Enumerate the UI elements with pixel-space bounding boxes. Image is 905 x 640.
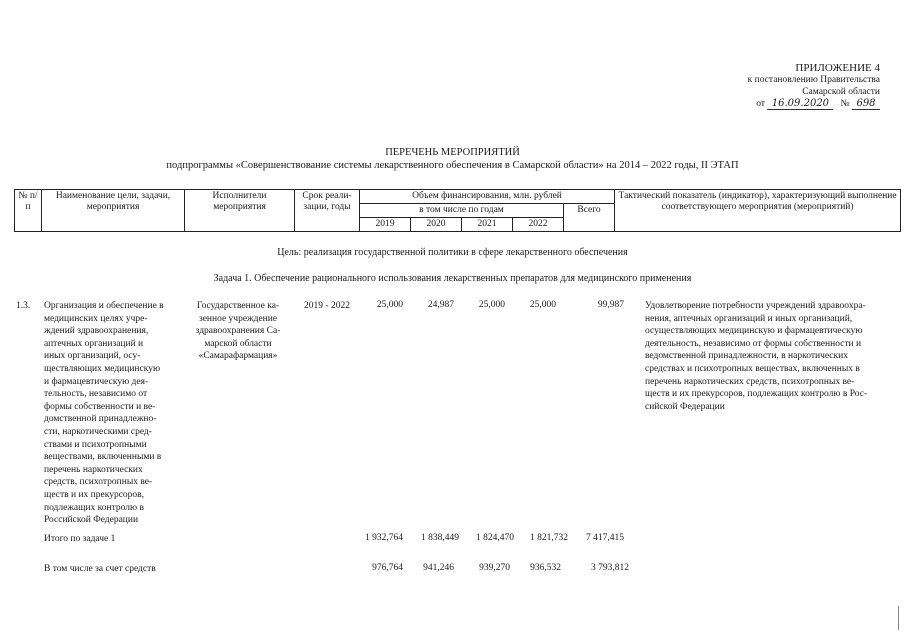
total-value-2020: 1 838,449 xyxy=(421,533,459,543)
row-name-line: перечень наркотических xyxy=(44,464,143,475)
row-indicator-line: осуществляющих медицинскую и фармацевтическую xyxy=(645,326,863,337)
row-name-line: ществ и их прекурсоров, xyxy=(44,489,145,500)
appendix-title: ПРИЛОЖЕНИЕ 4 xyxy=(795,62,880,74)
total-value-2022: 1 821,732 xyxy=(530,533,568,543)
sub-value-sum: 3 793,812 xyxy=(591,563,629,573)
row-executor-line: марской области xyxy=(204,338,272,349)
row-name-line: аптечных организаций и xyxy=(44,338,144,349)
header-total: Всего xyxy=(564,204,615,232)
row-name-line: формы собственности и ве- xyxy=(44,401,156,412)
row-indicator-line: средствах и психотропных веществах, включенных в xyxy=(645,363,860,374)
row-name-line: средств, психотропных ве- xyxy=(44,477,153,488)
row-number: 1.3. xyxy=(16,301,31,311)
row-indicator-line: ществ и их прекурсоров, подлежащих контролю в Рос- xyxy=(645,389,868,400)
appendix-line2: Самарской области xyxy=(802,87,880,97)
sub-value-2020: 941,246 xyxy=(423,563,454,573)
row-value-2019: 25,000 xyxy=(376,300,403,310)
row-name-line: иных организаций, осу- xyxy=(44,351,141,362)
row-executor-line: здравоохранения Са- xyxy=(195,326,281,337)
decree-date: 16.09.2020 xyxy=(767,98,833,110)
document-title: ПЕРЕЧЕНЬ МЕРОПРИЯТИЙ xyxy=(385,147,520,158)
row-name-line: подлежащих контролю в xyxy=(44,502,144,513)
row-name-line: ществляющих медицинскую xyxy=(44,363,161,374)
row-term: 2019 - 2022 xyxy=(304,301,350,311)
total-row-label: Итого по задаче 1 xyxy=(44,534,116,544)
row-value-total: 99,987 xyxy=(597,300,624,310)
header-indicator: Тактический показатель (индикатор), характеризующий выполнение соответствующего мероприятия (мероприятий) xyxy=(615,190,901,232)
row-indicator-line: перечень наркотических средств, психотропных ве- xyxy=(645,376,855,387)
row-name-line: тельность, независимо от xyxy=(44,389,148,400)
header-term: Срок реали-зации, годы xyxy=(295,190,360,232)
header-financing-sub: в том числе по годам xyxy=(360,204,564,218)
sub-value-2021: 939,270 xyxy=(479,563,510,573)
row-value-2021: 25,000 xyxy=(478,300,505,310)
row-name-line: домственной принадлежно- xyxy=(44,414,157,425)
document-subtitle: подпрограммы «Совершенствование системы лекарственного обеспечения в Самарской области» на 2014 – 2022 годы, II ЭТАП xyxy=(166,160,739,171)
sub-value-2022: 936,532 xyxy=(530,563,561,573)
row-indicator-line: деятельность, независимо от формы собственности и xyxy=(645,338,862,349)
row-indicator-line: ведомственной принадлежности, в наркотических xyxy=(645,351,848,362)
goal-line: Цель: реализация государственной политики в сфере лекарственного обеспечения xyxy=(277,247,628,258)
header-executors: Исполнители мероприятия xyxy=(185,190,295,232)
row-name-line: ствами и психотропными xyxy=(44,439,147,450)
row-executor-line: зенное учреждение xyxy=(198,313,278,324)
header-table xyxy=(14,189,901,232)
decree-number: 698 xyxy=(852,98,880,110)
row-executor-line: «Самарафармация» xyxy=(198,351,278,362)
task-line: Задача 1. Обеспечение рационального использования лекарственных препаратов для медицинского применения xyxy=(213,273,692,284)
sub-row-label: В том числе за счет средств xyxy=(44,564,156,574)
row-value-2022: 25,000 xyxy=(529,300,556,310)
sub-value-2019: 976,764 xyxy=(372,563,403,573)
row-indicator xyxy=(645,300,897,413)
row-name-line: Российской Федерации xyxy=(44,515,139,526)
row-value-2020: 24,987 xyxy=(427,300,454,310)
header-year-2020: 2020 xyxy=(411,218,462,232)
row-executor-line: Государственное ка- xyxy=(196,301,280,311)
row-indicator-line: Удовлетворение потребности учреждений здравоохра- xyxy=(645,301,866,311)
row-executor xyxy=(186,300,290,363)
header-no: № п/п xyxy=(15,190,42,232)
row-name-line: Организация и обеспечение в xyxy=(44,301,164,311)
total-value-2021: 1 824,470 xyxy=(476,533,514,543)
row-name-line: ждений здравоохранения, xyxy=(44,326,149,337)
from-label: от xyxy=(756,99,766,109)
row-name xyxy=(44,300,182,527)
row-name-line: веществами, включенными в xyxy=(44,452,162,463)
scan-edge-mark xyxy=(888,606,899,630)
row-indicator-line: нения, аптечных организаций и иных организаций, xyxy=(645,313,853,324)
header-financing: Объем финансирования, млн. рублей xyxy=(360,190,615,204)
header-year-2022: 2022 xyxy=(513,218,564,232)
header-name: Наименование цели, задачи, мероприятия xyxy=(42,190,185,232)
total-value-2019: 1 932,764 xyxy=(365,533,403,543)
row-indicator-line: сийской Федерации xyxy=(645,401,725,412)
row-name-line: медицинских целях учре- xyxy=(44,313,148,324)
appendix-block xyxy=(700,62,880,110)
appendix-date-line xyxy=(700,98,880,110)
row-name-line: и фармацевтическую дея- xyxy=(44,376,149,387)
total-value-sum: 7 417,415 xyxy=(586,533,624,543)
document-title-block xyxy=(0,146,905,172)
header-year-2021: 2021 xyxy=(462,218,513,232)
row-name-line: сти, наркотическими сред- xyxy=(44,426,152,437)
number-label: № xyxy=(840,99,850,109)
header-year-2019: 2019 xyxy=(360,218,411,232)
appendix-line1: к постановлению Правительства xyxy=(747,75,880,85)
